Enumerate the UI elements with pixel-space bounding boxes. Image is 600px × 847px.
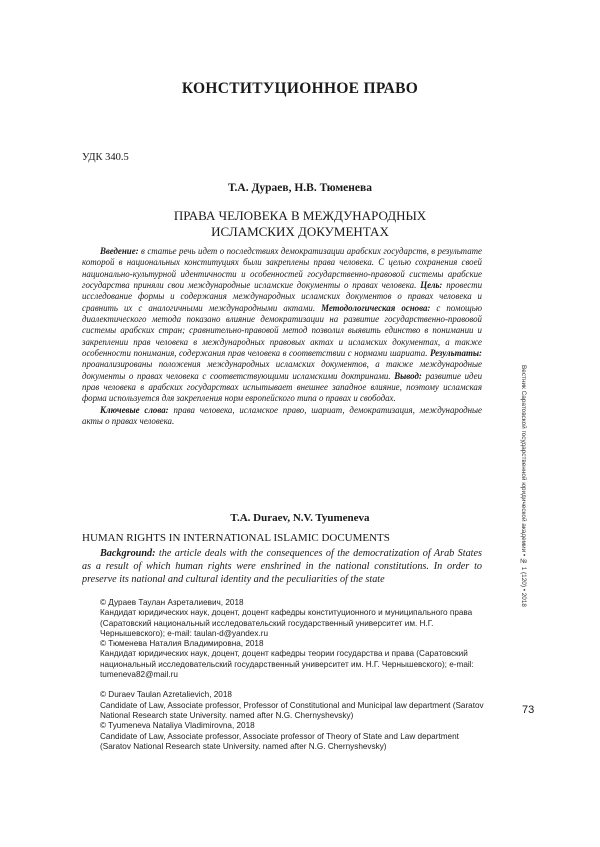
background-label: Background: [100,548,156,559]
keywords-label: Ключевые слова: [100,404,169,415]
goal-text: провести исследование формы и содержания международных исламских документов о правах человека и сравнить их с аналогичными международными актами. [82,280,483,313]
udk-code: УДК 340.5 [82,152,129,163]
article-title-en: HUMAN RIGHTS IN INTERNATIONAL ISLAMIC DOCUMENTS [82,532,390,544]
intro-label: Введение: [100,246,139,256]
section-title: КОНСТИТУЦИОННОЕ ПРАВО [181,80,419,97]
abstract-ru [82,246,482,428]
journal-running-title: Вестник Саратовской государственной юридической академии • № 1 (120) • 2018 [520,365,527,607]
abstract-body [82,246,482,405]
footnote-copyright-duraev-en: © Duraev Taulan Azretalievich, 2018 [100,690,232,700]
footnote-bio-tyumeneva-ru: Кандидат юридических наук, доцент, доцент кафедры теории государства и права (Саратовский национальный исследовательский государственный университет им. Н.Г. Чернышевского); e-mail: tumeneva82@mail.ru [100,649,474,680]
background-en [82,548,482,588]
conclusion-label: Вывод: [394,370,422,381]
keywords [82,405,482,428]
footnote-bio-duraev-ru: Кандидат юридических наук, доцент, доцент кафедры конституционного и муниципального права (Саратовский национальный исследовательский государственный университет им. Н.Г. Чернышевского); e-mail: taulan-d@yandex.ru [100,608,473,638]
keywords-text: права человека, исламское право, шариат, демократизация, международные акты о правах человека. [82,404,482,427]
footnotes [82,598,490,752]
footnote-bio-tyumeneva-en: Candidate of Law, Associate professor, Associate professor of Theory of State and Law department (Saratov National Research state University. named after N.G. Chernyshevsky) [100,731,459,751]
footnote-copyright-tyumeneva-en: © Tyumeneva Nataliya Vladimirovna, 2018 [100,721,255,731]
title-ru-line1: ПРАВА ЧЕЛОВЕКА В МЕЖДУНАРОДНЫХ [173,208,427,223]
article-title-ru [0,208,600,240]
conclusion-text: развитие идеи прав человека в арабских государствах испытывает внешнее западное влияние, поэтому исламская форма используется для закрепления норм европейского типа о правах и свободах. [82,370,483,404]
authors-en: T.A. Duraev, N.V. Tyumeneva [230,512,370,524]
results-label: Результаты: [430,348,482,359]
results-text: проанализированы положения международных исламских документов, а также международные документы о правах человека с соответствующими исламскими доктринами. [82,359,482,381]
title-ru-line2: ИСЛАМСКИХ ДОКУМЕНТАХ [211,224,389,239]
footnote-copyright-tyumeneva-ru: © Тюменева Наталия Владимировна, 2018 [100,639,264,649]
authors-ru: Т.А. Дураев, Н.В. Тюменева [228,182,372,194]
goal-label: Цель: [420,280,443,291]
background-text: the article deals with the consequences of the democratization of Arab States as a result of which human rights were enshrined in the national constitutions. In order to preserve its national and cultural identity and the peculiarities of the state [82,548,482,585]
page-number: 73 [522,704,535,716]
footnote-bio-duraev-en: Candidate of Law, Associate professor, Professor of Constitutional and Municipal law department (Saratov National Research state University. named after N.G. Chernyshevsky) [100,700,484,720]
method-label: Методологическая основа: [321,302,431,313]
intro-text: в статье речь идет о последствиях демократизации арабских государств, в результате которой в национальных конституциях были закреплены права человека. С целью сохранения своей национально-культурной идентичности и особенностей государственно-правовой системы арабские государства приняли свои международные исламские документы о правах человека. [82,246,482,291]
method-text: с помощью диалектического метода показано влияние демократизации на развитие государственно-правовой системы арабских стран; сравнительно-правовой метод позволил выявить единство в понимании и закреплении прав человека в международных правовых актах и исламских документах, а также особенности понимания, содержания прав человека в соответствии с нормами шариата. [82,302,483,359]
footnote-copyright-duraev-ru: © Дураев Таулан Азреталиевич, 2018 [100,598,244,607]
